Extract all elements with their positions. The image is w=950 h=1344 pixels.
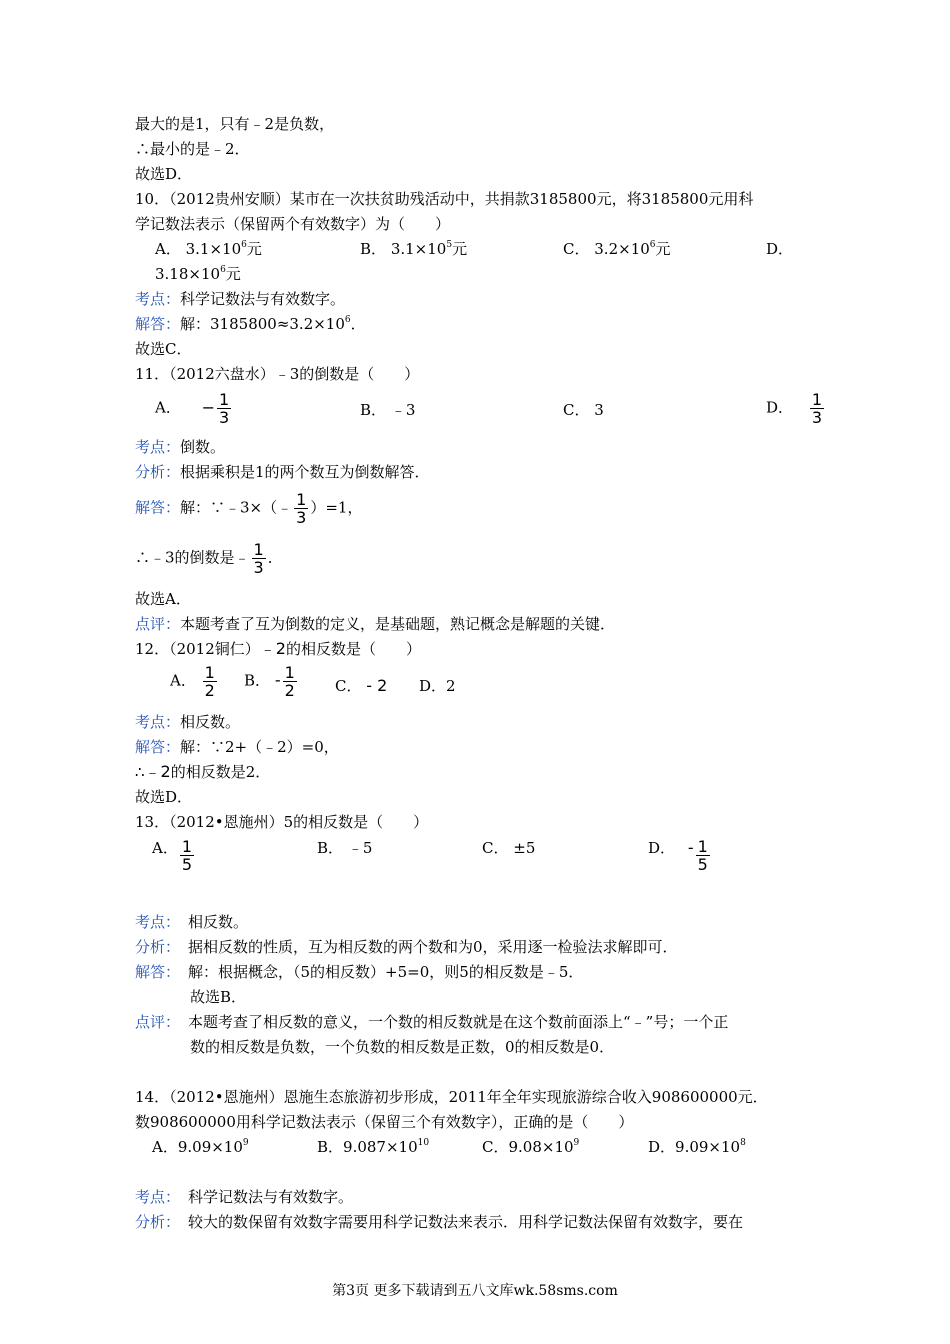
q11-fenxi: 分析：根据乘积是1的两个数互为倒数解答． — [135, 463, 430, 481]
text-line: 故选D． — [135, 165, 193, 183]
q14-option-c: C．$9.08\times 10^9$ — [482, 1138, 580, 1156]
q10-jieda: 解答：解：$3185800\approx 3.2\times 10^6$． — [135, 315, 366, 333]
q14-option-a: A．$9.09\times 10^9$ — [152, 1138, 249, 1156]
q12-option-b: B． - $\frac{1}{2}$ — [244, 663, 295, 700]
question-10-line1: 10．（2012贵州安顺）某市在一次扶贫助残活动中，共捐款3185800元，将3185800元用科 — [135, 190, 754, 208]
q11-dianping: 点评：本题考查了互为倒数的定义，是基础题，熟记概念是解题的关键． — [135, 615, 616, 633]
q13-dianping: 点评： 本题考查了相反数的意义，一个数的相反数就是在这个数前面添上“﹣”号；一个正 — [135, 1013, 729, 1031]
q10-option-d-label: D． — [766, 240, 794, 258]
q14-option-d: D．$9.09\times 10^8$ — [648, 1138, 746, 1156]
q13-fenxi: 分析： 据相反数的性质，互为相反数的两个数和为0，采用逐一检验法求解即可． — [135, 938, 678, 956]
q11-option-b: B． ﹣3 — [360, 401, 416, 419]
q13-option-c: C． ±5 — [482, 839, 536, 857]
q11-therefore: ∴﹣3的倒数是﹣ $\frac{1}{3}$ ． — [135, 540, 283, 577]
text-line: 最大的是1，只有﹣2是负数， — [135, 115, 335, 133]
q10-option-b: B． $3.1\times 10^5$元 — [360, 240, 468, 258]
question-12: 12．（2012铜仁）﹣2的相反数是（ ） — [135, 639, 421, 658]
q13-answer: 故选B． — [190, 988, 247, 1006]
q11-option-c: C． 3 — [563, 401, 604, 419]
q14-fenxi: 分析： 较大的数保留有效数字需要用科学记数法来表示．用科学记数法保留有效数字，要在 — [135, 1213, 744, 1231]
q13-option-b: B． ﹣5 — [317, 839, 373, 857]
q14-option-b: B．$9.087\times 10^{10}$ — [317, 1138, 430, 1156]
q13-kaodian: 考点： 相反数。 — [135, 913, 249, 931]
q12-option-c: C． - 2 — [335, 676, 388, 695]
question-14-line1: 14．（2012•恩施州）恩施生态旅游初步形成，2011年全年实现旅游综合收入908600000元． — [135, 1088, 768, 1106]
q14-kaodian: 考点： 科学记数法与有效数字。 — [135, 1188, 354, 1206]
q13-option-a: A． $\frac{1}{5}$ — [152, 837, 193, 874]
page-footer: 第3页 更多下载请到五八文库wk.58sms.com — [332, 1283, 618, 1299]
question-10-line2: 学记数法表示（保留两个有效数字）为（ ） — [135, 215, 451, 233]
text-line: ∴最小的是﹣2． — [135, 140, 250, 158]
q13-jieda: 解答： 解：根据概念，（5的相反数）+5=0，则5的相反数是﹣5． — [135, 963, 584, 981]
question-13: 13．（2012•恩施州）5的相反数是（ ） — [135, 813, 429, 831]
q12-answer: 故选D． — [135, 788, 193, 806]
q11-answer: 故选A． — [135, 590, 191, 608]
q13-dianping-cont: 数的相反数是负数，一个负数的相反数是正数，0的相反数是0． — [190, 1038, 615, 1056]
q12-option-a: A． $\frac{1}{2}$ — [170, 663, 215, 700]
q11-option-a: A． − $\frac{1}{3}$ — [155, 390, 230, 427]
q11-option-d: D． $\frac{1}{3}$ — [766, 390, 822, 427]
q12-therefore: ∴﹣2的相反数是2． — [135, 762, 271, 781]
q12-kaodian: 考点：相反数。 — [135, 713, 241, 731]
question-14-line2: 数908600000用科学记数法表示（保留三个有效数字），正确的是（ ） — [135, 1113, 634, 1131]
q10-kaodian: 考点：科学记数法与有效数字。 — [135, 290, 346, 308]
q10-answer: 故选C． — [135, 340, 192, 358]
q11-jieda: 解答：解：∵﹣3×（﹣ $\frac{1}{3}$ ）=1， — [135, 490, 363, 527]
q11-kaodian: 考点：倒数。 — [135, 438, 226, 456]
q12-jieda: 解答：解：∵2+（﹣2）=0， — [135, 738, 339, 756]
q10-option-c: C． $3.2\times 10^6$元 — [563, 240, 671, 258]
q12-option-d: D．2 — [419, 677, 456, 695]
q10-option-a: A． $3.1\times 10^6$元 — [155, 240, 262, 258]
question-11: 11．（2012六盘水）﹣3的倒数是（ ） — [135, 365, 420, 383]
q10-option-d: $3.18\times 10^6$元 — [155, 265, 241, 283]
q13-option-d: D． - $\frac{1}{5}$ — [648, 837, 708, 874]
